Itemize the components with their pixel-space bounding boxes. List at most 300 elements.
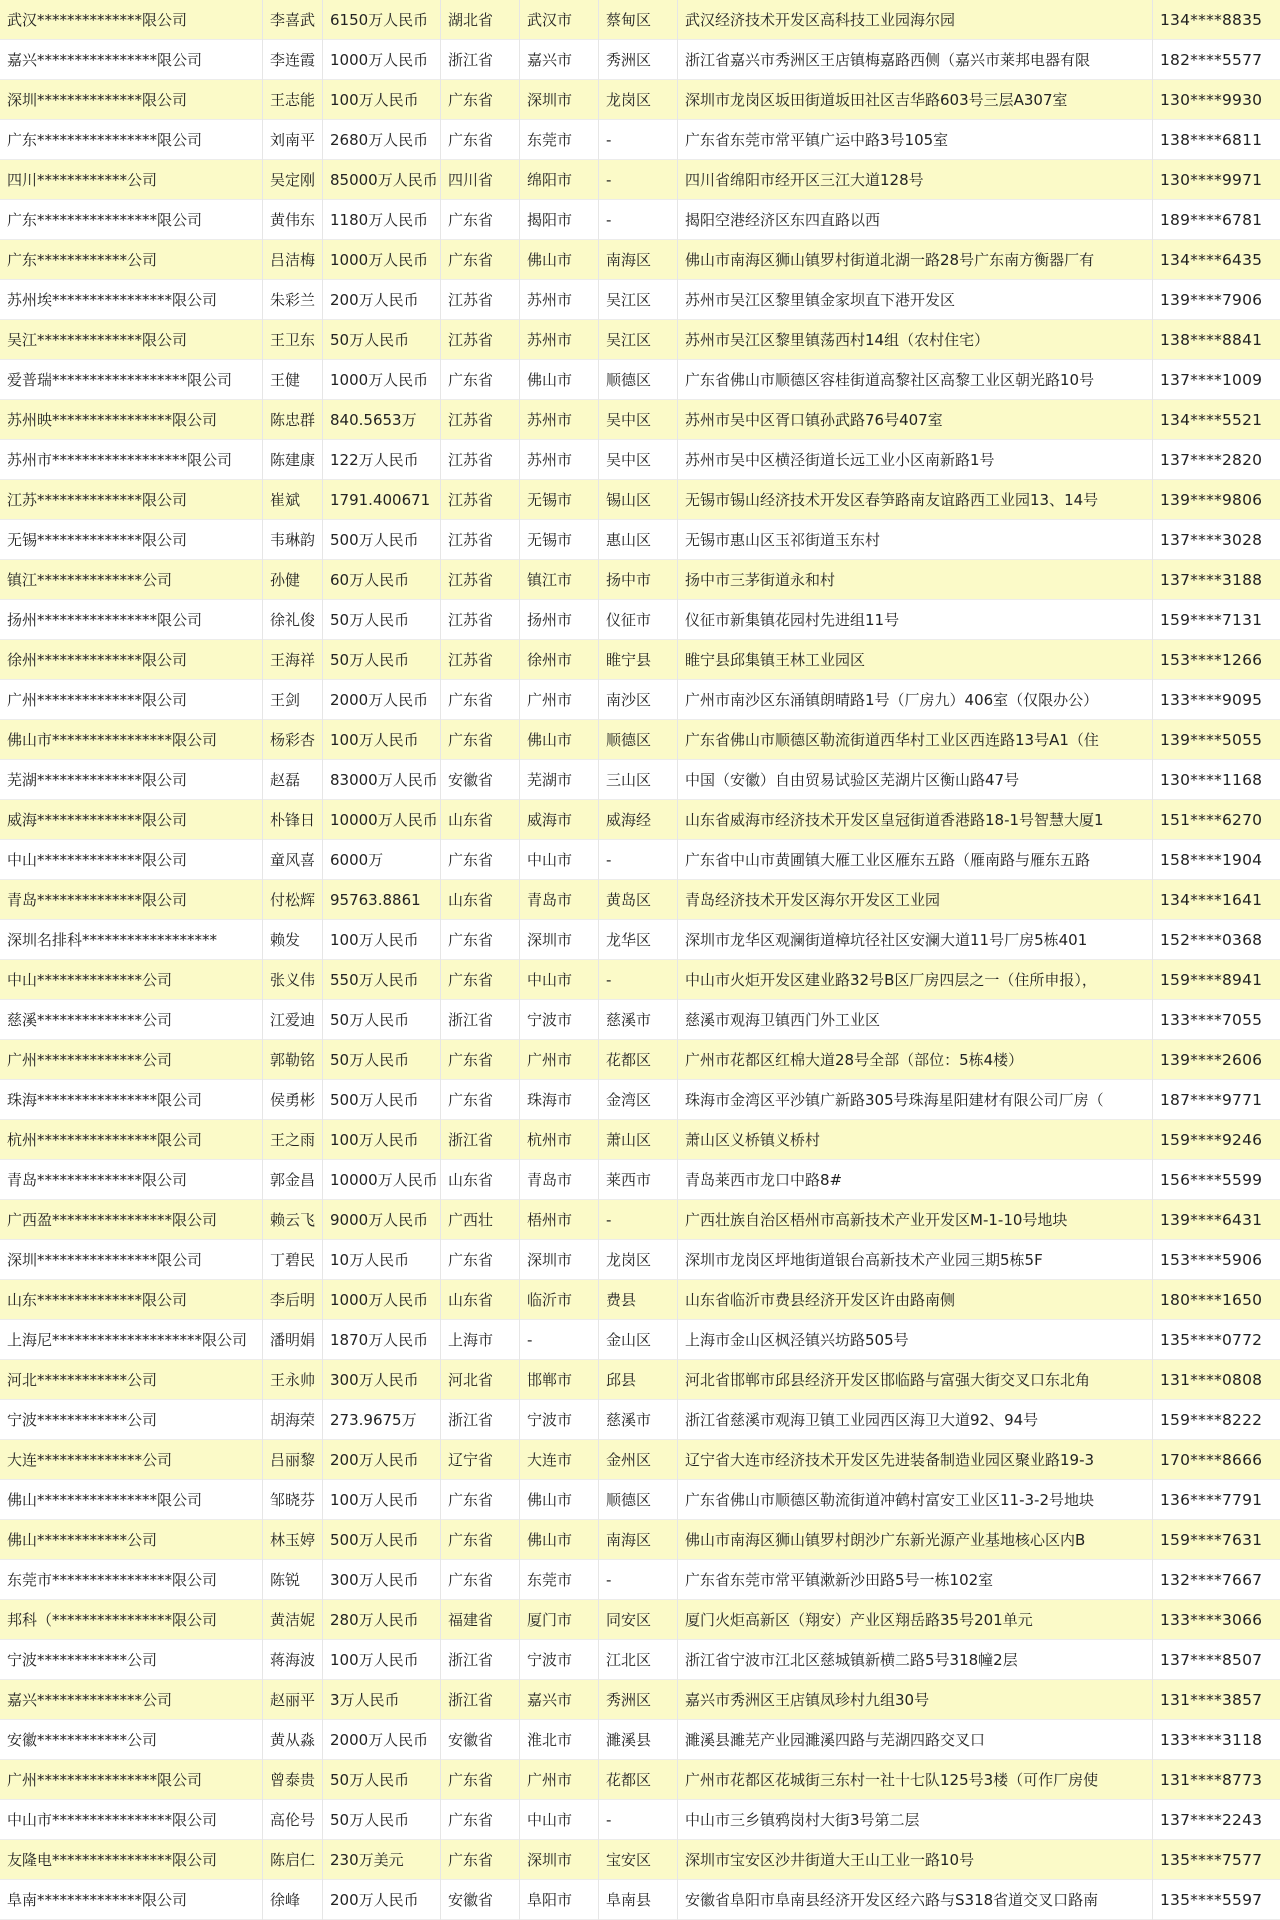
cell-province: 上海市 [441,1320,520,1360]
cell-phone: 137****2820 [1160,451,1263,469]
cell-phone: 135****7577 [1160,1851,1263,1869]
cell-capital: 2680万人民币 [323,120,441,160]
table-row [0,280,1280,320]
cell-legal-person: 赵磊 [263,760,323,800]
cell-address: 广州市南沙区东涌镇朗晴路1号（厂房九）406室（仅限办公） [678,680,1153,720]
cell-capital: 200万人民币 [323,1440,441,1480]
cell-city: 苏州市 [520,320,599,360]
cell-capital: 840.5653万 [323,400,441,440]
cell-company: 广东************公司 [0,240,263,280]
cell-phone: 158****1904 [1160,851,1263,869]
cell-phone: 133****7055 [1160,1011,1263,1029]
cell-province: 浙江省 [441,1640,520,1680]
cell-address: 上海市金山区枫泾镇兴坊路505号 [678,1320,1153,1360]
cell-city: 中山市 [520,1800,599,1840]
cell-legal-person: 王海祥 [263,640,323,680]
cell-district: 顺德区 [599,720,678,760]
cell-phone: 133****9095 [1160,691,1263,709]
cell-phone: 153****1266 [1160,651,1263,669]
table-row [0,160,1280,200]
cell-address: 广州市花都区花城街三东村一社十七队125号3楼（可作厂房使 [678,1760,1153,1800]
cell-city: - [520,1320,599,1360]
cell-city: 大连市 [520,1440,599,1480]
cell-city: 无锡市 [520,520,599,560]
cell-city: 深圳市 [520,80,599,120]
cell-capital: 500万人民币 [323,520,441,560]
cell-address: 佛山市南海区狮山镇罗村朗沙广东新光源产业基地核心区内B [678,1520,1153,1560]
table-row [0,720,1280,760]
cell-phone: 139****5055 [1160,731,1263,749]
cell-city: 广州市 [520,680,599,720]
table-row [0,1520,1280,1560]
cell-province: 广东省 [441,1240,520,1280]
cell-legal-person: 蒋海波 [263,1640,323,1680]
table-row [0,1240,1280,1280]
cell-city: 苏州市 [520,440,599,480]
cell-company: 珠海****************限公司 [0,1080,263,1120]
cell-district: 莱西市 [599,1160,678,1200]
cell-company: 宁波************公司 [0,1400,263,1440]
table-row [0,920,1280,960]
cell-city: 东莞市 [520,1560,599,1600]
cell-phone: 151****6270 [1160,811,1263,829]
cell-address: 无锡市惠山区玉祁街道玉东村 [678,520,1153,560]
cell-capital: 95763.8861 [323,880,441,920]
cell-legal-person: 崔斌 [263,480,323,520]
table-row [0,480,1280,520]
cell-district: 秀洲区 [599,1680,678,1720]
cell-phone: 135****5597 [1160,1891,1263,1909]
cell-capital: 200万人民币 [323,280,441,320]
cell-address: 浙江省宁波市江北区慈城镇新横二路5号318幢2层 [678,1640,1153,1680]
cell-legal-person: 林玉婷 [263,1520,323,1560]
cell-province: 广东省 [441,840,520,880]
cell-capital: 1000万人民币 [323,240,441,280]
cell-district: 濉溪县 [599,1720,678,1760]
cell-legal-person: 邹晓芬 [263,1480,323,1520]
cell-city: 无锡市 [520,480,599,520]
cell-province: 广东省 [441,920,520,960]
cell-province: 广东省 [441,1480,520,1520]
cell-legal-person: 徐礼俊 [263,600,323,640]
cell-company: 扬州****************限公司 [0,600,263,640]
table-row [0,1400,1280,1440]
cell-company: 中山**************限公司 [0,840,263,880]
cell-phone: 170****8666 [1160,1451,1263,1469]
cell-phone: 134****8835 [1160,11,1263,29]
cell-city: 苏州市 [520,400,599,440]
cell-legal-person: 韦琳韵 [263,520,323,560]
cell-legal-person: 王卫东 [263,320,323,360]
cell-capital: 10000万人民币 [323,1160,441,1200]
cell-company: 大连**************公司 [0,1440,263,1480]
cell-district: 龙岗区 [599,80,678,120]
cell-address: 浙江省慈溪市观海卫镇工业园西区海卫大道92、94号 [678,1400,1153,1440]
cell-city: 绵阳市 [520,160,599,200]
cell-address: 中国（安徽）自由贸易试验区芜湖片区衡山路47号 [678,760,1153,800]
cell-company: 慈溪**************公司 [0,1000,263,1040]
cell-capital: 50万人民币 [323,1000,441,1040]
cell-district: 秀洲区 [599,40,678,80]
cell-city: 深圳市 [520,1240,599,1280]
cell-address: 苏州市吴中区横泾街道长远工业小区南新路1号 [678,440,1153,480]
table-row [0,1320,1280,1360]
cell-district: 金州区 [599,1440,678,1480]
table-row [0,1880,1280,1920]
cell-district: 扬中市 [599,560,678,600]
cell-capital: 50万人民币 [323,320,441,360]
cell-phone: 182****5577 [1160,51,1263,69]
cell-phone: 139****7906 [1160,291,1263,309]
cell-capital: 50万人民币 [323,1760,441,1800]
cell-phone: 139****2606 [1160,1051,1263,1069]
cell-city: 宁波市 [520,1400,599,1440]
cell-company: 嘉兴**************公司 [0,1680,263,1720]
cell-phone: 134****5521 [1160,411,1263,429]
cell-province: 安徽省 [441,1880,520,1920]
cell-capital: 500万人民币 [323,1520,441,1560]
cell-address: 广州市花都区红棉大道28号全部（部位：5栋4楼） [678,1040,1153,1080]
cell-province: 广东省 [441,960,520,1000]
cell-address: 广东省佛山市顺德区勒流街道西华村工业区西连路13号A1（住 [678,720,1153,760]
cell-district: 吴中区 [599,440,678,480]
cell-province: 山东省 [441,1160,520,1200]
cell-district: 三山区 [599,760,678,800]
cell-company: 青岛**************限公司 [0,1160,263,1200]
cell-district: 费县 [599,1280,678,1320]
cell-address: 佛山市南海区狮山镇罗村街道北湖一路28号广东南方衡器厂有 [678,240,1153,280]
cell-phone: 189****6781 [1160,211,1263,229]
cell-capital: 1180万人民币 [323,200,441,240]
cell-city: 广州市 [520,1760,599,1800]
cell-city: 佛山市 [520,720,599,760]
cell-province: 广东省 [441,360,520,400]
cell-capital: 100万人民币 [323,720,441,760]
cell-capital: 50万人民币 [323,1800,441,1840]
cell-phone: 136****7791 [1160,1491,1263,1509]
cell-phone: 159****7631 [1160,1531,1263,1549]
cell-district: - [599,160,678,200]
cell-legal-person: 王志能 [263,80,323,120]
cell-company: 无锡**************限公司 [0,520,263,560]
cell-district: 南海区 [599,1520,678,1560]
cell-province: 广东省 [441,120,520,160]
cell-province: 浙江省 [441,1400,520,1440]
cell-phone: 153****5906 [1160,1251,1263,1269]
cell-province: 山东省 [441,1280,520,1320]
cell-phone: 131****3857 [1160,1691,1263,1709]
cell-phone: 133****3066 [1160,1611,1263,1629]
cell-company: 苏州市******************限公司 [0,440,263,480]
cell-city: 杭州市 [520,1120,599,1160]
cell-district: 龙华区 [599,920,678,960]
cell-province: 江苏省 [441,440,520,480]
cell-legal-person: 吴定刚 [263,160,323,200]
cell-company: 广西盈****************限公司 [0,1200,263,1240]
cell-legal-person: 王健 [263,360,323,400]
cell-capital: 300万人民币 [323,1560,441,1600]
cell-province: 浙江省 [441,1680,520,1720]
cell-address: 广东省佛山市顺德区容桂街道高黎社区高黎工业区朝光路10号 [678,360,1153,400]
cell-legal-person: 吕丽黎 [263,1440,323,1480]
cell-district: 吴江区 [599,320,678,360]
cell-city: 中山市 [520,840,599,880]
cell-company: 阜南**************限公司 [0,1880,263,1920]
table-row [0,1840,1280,1880]
cell-phone: 134****1641 [1160,891,1263,909]
cell-capital: 85000万人民币 [323,160,441,200]
cell-district: - [599,1560,678,1600]
cell-district: 龙岗区 [599,1240,678,1280]
cell-city: 芜湖市 [520,760,599,800]
cell-legal-person: 陈启仁 [263,1840,323,1880]
cell-city: 佛山市 [520,1480,599,1520]
cell-province: 广东省 [441,1800,520,1840]
table-row [0,400,1280,440]
cell-legal-person: 付松辉 [263,880,323,920]
cell-company: 宁波************公司 [0,1640,263,1680]
cell-company: 四川************公司 [0,160,263,200]
cell-address: 山东省临沂市费县经济开发区许由路南侧 [678,1280,1153,1320]
cell-legal-person: 黄洁妮 [263,1600,323,1640]
table-row [0,120,1280,160]
cell-province: 广西壮 [441,1200,520,1240]
cell-district: 慈溪市 [599,1400,678,1440]
cell-province: 山东省 [441,800,520,840]
table-row [0,1360,1280,1400]
cell-phone: 187****9771 [1160,1091,1263,1109]
table-row [0,1640,1280,1680]
cell-legal-person: 吕洁梅 [263,240,323,280]
cell-province: 四川省 [441,160,520,200]
cell-company: 威海**************限公司 [0,800,263,840]
cell-address: 珠海市金湾区平沙镇广新路305号珠海星阳建材有限公司厂房（ [678,1080,1153,1120]
table-row [0,1280,1280,1320]
cell-province: 广东省 [441,80,520,120]
cell-company: 东莞市****************限公司 [0,1560,263,1600]
cell-district: 金山区 [599,1320,678,1360]
cell-phone: 134****6435 [1160,251,1263,269]
cell-address: 深圳市龙岗区坪地街道银台高新技术产业园三期5栋5F [678,1240,1153,1280]
cell-district: - [599,840,678,880]
cell-capital: 500万人民币 [323,1080,441,1120]
cell-company: 苏州埃****************限公司 [0,280,263,320]
cell-company: 深圳**************限公司 [0,80,263,120]
cell-district: 花都区 [599,1760,678,1800]
cell-city: 中山市 [520,960,599,1000]
cell-province: 江苏省 [441,560,520,600]
cell-district: 同安区 [599,1600,678,1640]
cell-capital: 9000万人民币 [323,1200,441,1240]
cell-district: 顺德区 [599,360,678,400]
cell-district: 萧山区 [599,1120,678,1160]
cell-legal-person: 杨彩杏 [263,720,323,760]
cell-legal-person: 赖发 [263,920,323,960]
cell-city: 阜阳市 [520,1880,599,1920]
cell-company: 佛山****************限公司 [0,1480,263,1520]
cell-address: 扬中市三茅街道永和村 [678,560,1153,600]
cell-company: 佛山市****************限公司 [0,720,263,760]
cell-legal-person: 李后明 [263,1280,323,1320]
cell-city: 宁波市 [520,1640,599,1680]
cell-capital: 6000万 [323,840,441,880]
cell-phone: 135****0772 [1160,1331,1263,1349]
cell-district: - [599,120,678,160]
cell-legal-person: 赖云飞 [263,1200,323,1240]
cell-city: 武汉市 [520,0,599,40]
cell-province: 广东省 [441,1560,520,1600]
cell-address: 苏州市吴江区黎里镇金家坝直下港开发区 [678,280,1153,320]
cell-legal-person: 朱彩兰 [263,280,323,320]
cell-phone: 131****8773 [1160,1771,1263,1789]
cell-legal-person: 李喜武 [263,0,323,40]
table-row [0,1440,1280,1480]
cell-province: 江苏省 [441,400,520,440]
cell-city: 佛山市 [520,360,599,400]
cell-district: 花都区 [599,1040,678,1080]
cell-province: 浙江省 [441,1000,520,1040]
cell-city: 广州市 [520,1040,599,1080]
cell-address: 四川省绵阳市经开区三江大道128号 [678,160,1153,200]
cell-address: 武汉经济技术开发区高科技工业园海尔园 [678,0,1153,40]
cell-capital: 1000万人民币 [323,1280,441,1320]
cell-capital: 1791.400671 [323,480,441,520]
cell-company: 安徽************公司 [0,1720,263,1760]
cell-city: 威海市 [520,800,599,840]
cell-company: 江苏**************限公司 [0,480,263,520]
cell-capital: 100万人民币 [323,920,441,960]
cell-capital: 273.9675万 [323,1400,441,1440]
cell-company: 广东****************限公司 [0,200,263,240]
cell-capital: 200万人民币 [323,1880,441,1920]
cell-legal-person: 陈建康 [263,440,323,480]
cell-legal-person: 张义伟 [263,960,323,1000]
cell-address: 广东省中山市黄圃镇大雁工业区雁东五路（雁南路与雁东五路 [678,840,1153,880]
cell-phone: 130****9971 [1160,171,1263,189]
cell-city: 淮北市 [520,1720,599,1760]
cell-capital: 83000万人民币 [323,760,441,800]
cell-city: 梧州市 [520,1200,599,1240]
cell-phone: 139****9806 [1160,491,1263,509]
cell-province: 江苏省 [441,600,520,640]
cell-province: 安徽省 [441,760,520,800]
table-row [0,880,1280,920]
cell-district: 锡山区 [599,480,678,520]
cell-legal-person: 陈锐 [263,1560,323,1600]
cell-company: 镇江**************公司 [0,560,263,600]
cell-district: 宝安区 [599,1840,678,1880]
cell-legal-person: 潘明娟 [263,1320,323,1360]
cell-province: 广东省 [441,1840,520,1880]
cell-legal-person: 王永帅 [263,1360,323,1400]
cell-phone: 130****9930 [1160,91,1263,109]
cell-company: 山东**************限公司 [0,1280,263,1320]
cell-city: 佛山市 [520,240,599,280]
cell-phone: 138****8841 [1160,331,1263,349]
cell-legal-person: 刘南平 [263,120,323,160]
cell-address: 深圳市龙岗区坂田街道坂田社区吉华路603号三层A307室 [678,80,1153,120]
cell-capital: 6150万人民币 [323,0,441,40]
table-row [0,1080,1280,1120]
cell-address: 安徽省阜阳市阜南县经济开发区经六路与S318省道交叉口路南 [678,1880,1153,1920]
cell-phone: 138****6811 [1160,131,1263,149]
cell-phone: 130****1168 [1160,771,1263,789]
cell-capital: 10万人民币 [323,1240,441,1280]
cell-province: 江苏省 [441,640,520,680]
cell-company: 广州**************限公司 [0,680,263,720]
cell-capital: 50万人民币 [323,640,441,680]
cell-legal-person: 童风喜 [263,840,323,880]
cell-capital: 100万人民币 [323,80,441,120]
cell-capital: 2000万人民币 [323,680,441,720]
cell-capital: 3万人民币 [323,1680,441,1720]
table-row [0,960,1280,1000]
table-row [0,1160,1280,1200]
cell-province: 广东省 [441,240,520,280]
table-row [0,1200,1280,1240]
cell-province: 广东省 [441,1080,520,1120]
table-row [0,240,1280,280]
cell-capital: 1000万人民币 [323,40,441,80]
cell-address: 濉溪县濉芜产业园濉溪四路与芜湖四路交叉口 [678,1720,1153,1760]
cell-capital: 1870万人民币 [323,1320,441,1360]
cell-address: 仪征市新集镇花园村先进组11号 [678,600,1153,640]
cell-capital: 10000万人民币 [323,800,441,840]
cell-phone: 131****0808 [1160,1371,1263,1389]
cell-province: 河北省 [441,1360,520,1400]
cell-address: 广东省东莞市常平镇漱新沙田路5号一栋102室 [678,1560,1153,1600]
table-row [0,760,1280,800]
cell-district: 慈溪市 [599,1000,678,1040]
table-row [0,560,1280,600]
table-row [0,1000,1280,1040]
cell-address: 河北省邯郸市邱县经济开发区邯临路与富强大街交叉口东北角 [678,1360,1153,1400]
cell-phone: 137****3028 [1160,531,1263,549]
cell-address: 广西壮族自治区梧州市高新技术产业开发区M-1-10号地块 [678,1200,1153,1240]
cell-company: 爱普瑞******************限公司 [0,360,263,400]
cell-address: 深圳市龙华区观澜街道樟坑径社区安澜大道11号厂房5栋401 [678,920,1153,960]
cell-city: 临沂市 [520,1280,599,1320]
cell-province: 安徽省 [441,1720,520,1760]
cell-province: 广东省 [441,1040,520,1080]
cell-address: 青岛经济技术开发区海尔开发区工业园 [678,880,1153,920]
cell-district: 睢宁县 [599,640,678,680]
cell-district: 吴江区 [599,280,678,320]
cell-address: 睢宁县邱集镇王林工业园区 [678,640,1153,680]
cell-legal-person: 郭金昌 [263,1160,323,1200]
cell-company: 广东****************限公司 [0,120,263,160]
cell-company: 武汉**************限公司 [0,0,263,40]
cell-province: 广东省 [441,680,520,720]
cell-phone: 139****6431 [1160,1211,1263,1229]
table-row [0,440,1280,480]
cell-province: 辽宁省 [441,1440,520,1480]
cell-phone: 137****2243 [1160,1811,1263,1829]
cell-legal-person: 王剑 [263,680,323,720]
table-row [0,320,1280,360]
cell-province: 广东省 [441,720,520,760]
cell-address: 中山市三乡镇鸦岗村大街3号第二层 [678,1800,1153,1840]
cell-phone: 137****1009 [1160,371,1263,389]
cell-city: 揭阳市 [520,200,599,240]
cell-company: 深圳名排科****************** [0,920,263,960]
cell-district: 顺德区 [599,1480,678,1520]
table-row [0,360,1280,400]
cell-phone: 133****3118 [1160,1731,1263,1749]
cell-address: 浙江省嘉兴市秀洲区王店镇梅嘉路西侧（嘉兴市莱邦电器有限 [678,40,1153,80]
table-row [0,0,1280,40]
cell-province: 江苏省 [441,280,520,320]
